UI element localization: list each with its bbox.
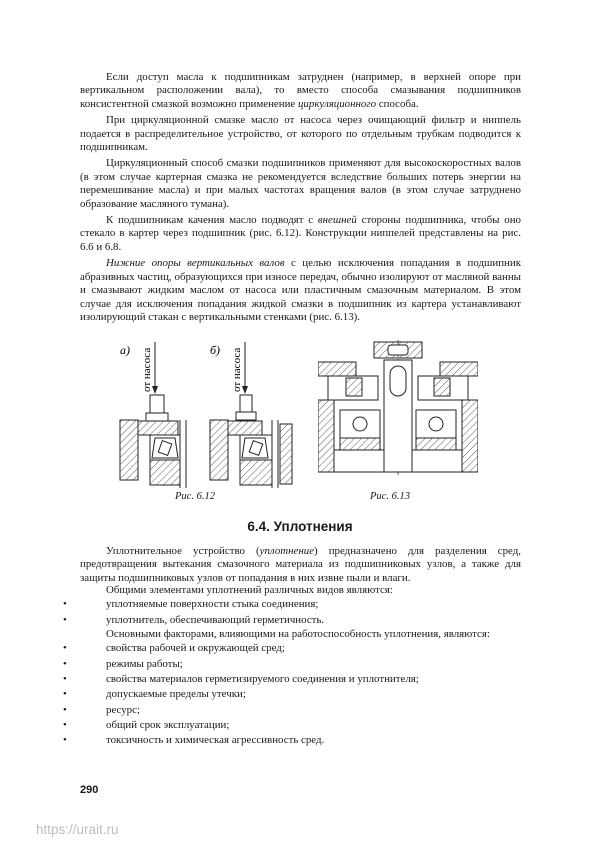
page-number: 290 [80,784,99,796]
list-item-text: свойства рабочей и окружающей сред; [106,642,285,655]
list-item [63,672,521,687]
list-item-text: общий срок эксплуатации; [106,718,230,731]
emphasis-text: Нижние опоры вертикальных валов [106,257,285,270]
paragraph [80,214,521,254]
list-item-text: уплотнитель, обеспечивающий герметичность. [106,613,325,626]
list-item-text: уплотняемые поверхности стыка соединения; [106,598,319,611]
bullet-icon: • [63,642,67,655]
list-item [63,597,521,612]
list-item-text: режимы работы; [106,657,183,670]
bullet-icon: • [63,718,67,731]
list-intro-2: Основными факторами, влияющими на работоспособность уплотнения, являются: [106,628,490,640]
text-run: Уплотнительное устройство ( [106,545,260,557]
arrow-label-b: от насоса [231,347,243,392]
list-item-text: допускаемые пределы утечки; [106,688,246,701]
list-item-text: свойства материалов герметизируемого соединения и уплотнителя; [106,673,419,685]
body-text-top [80,71,521,327]
list-item [63,687,521,702]
list-item-text: токсичность и химическая агрессивность сред. [106,734,325,747]
list-item [63,641,521,656]
figure-6-13-caption: Рис. 6.13 [370,491,410,502]
bullet-icon: • [63,657,67,670]
section-title: 6.4. Уплотнения [247,519,353,534]
emphasis-text: внешней [317,214,357,227]
paragraph [80,114,521,154]
list-item [63,733,521,748]
watermark: https://urait.ru [36,822,119,837]
arrow-label-a: от насоса [141,347,153,392]
list-item [63,613,521,628]
paragraph [80,71,521,111]
bullet-icon: • [63,613,67,626]
list-item [63,718,521,733]
label-b: б) [210,343,221,357]
text-run: стороны подшипника, чтобы оно стекало в картер через подшипник (рис. 6.12). Конструкции ниппелей представлены на рис. 6.6 и 6.8. [80,214,521,253]
figure-6-12 [110,340,295,490]
bullet-icon: • [63,734,67,747]
bullet-icon: • [63,598,67,611]
list-item [63,657,521,672]
list-item [63,703,521,718]
paragraph [80,545,521,585]
list-common-elements [63,597,521,628]
list-intro-1: Общими элементами уплотнений различных видов являются: [106,584,393,596]
text-run: ) предназначено для разделения сред, предотвращения вытекания смазочного материала из подшипниковых узлов, а также для защиты подшипниковых узлов от попадания в них извне пыли и влаги. [80,545,521,584]
list-item-text: ресурс; [106,703,140,716]
text-run: К подшипникам качения масло подводят с [106,214,318,227]
paragraph [80,257,521,324]
list-factors [63,641,521,748]
bullet-icon: • [63,673,67,685]
figure-6-12-drawing [110,340,295,490]
figure-6-13 [318,340,478,475]
emphasis-text: уплотнение [259,545,315,557]
figure-6-13-drawing [318,340,478,475]
bullet-icon: • [63,688,67,701]
text-run: с целью исключения попадания в подшипник абразивных частиц, образующихся при износе передач, обычно изолируют от масляной ванны и смазывают жидким маслом от насоса или пластичным смазочным материалом. В этом случае для исключения попадания жидкой смазки в подшипник из картера устанавливают изолирующий стакан с вертикальными стенками (рис. 6.13). [80,257,521,323]
body-text-section [80,545,521,588]
lists-block [63,584,521,748]
text-run: Циркуляционный способ смазки подшипников применяют для высокоскоростных валов (в этом случае картерная смазка не рекомендуется вследствие больших потерь энергии на перемешивание масла) и при малых частотах вращения валов (в этом случае затруднено образование масляного тумана). [80,157,521,210]
bullet-icon: • [63,703,67,716]
figure-6-12-caption: Рис. 6.12 [175,491,215,502]
label-a: а) [120,343,130,357]
paragraph [80,157,521,211]
text-run: способа. [376,97,419,110]
text-run: Если доступ масла к подшипникам затруднен (например, в верхней опоре при вертикальном расположении вала), то вместо способа смазывания подшипников консистентной смазкой возможно применение [80,71,521,110]
text-run: При циркуляционной смазке масло от насоса через очищающий фильтр и ниппель подается в распределительное устройство, от которого по отдельным трубкам подводится к подшипникам. [80,114,521,154]
emphasis-text: циркуляционного [297,97,377,110]
